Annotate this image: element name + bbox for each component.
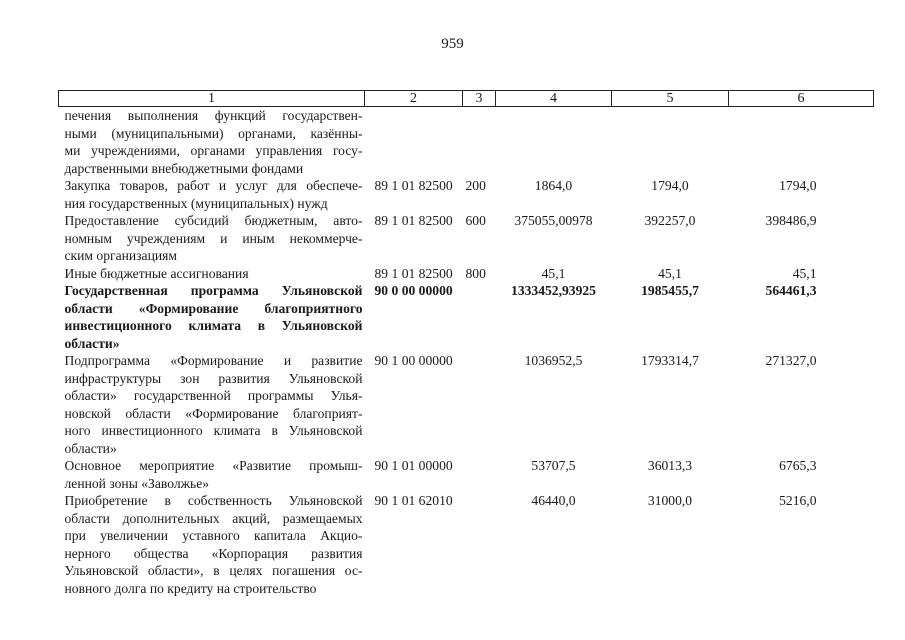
row-value-1: 1333452,93925 (511, 283, 596, 298)
row-vr: 800 (465, 265, 486, 281)
header-row (59, 91, 874, 107)
row-vr: 600 (465, 213, 486, 228)
col-header-3: 3 (463, 91, 496, 107)
row-name (59, 265, 365, 283)
row-name (59, 212, 365, 265)
col-header-2: 2 (365, 91, 463, 107)
row-name-line: номным учреждениям и иным некоммерче- (64, 230, 363, 246)
row-code: 90 1 01 62010 (374, 493, 453, 508)
row-name (59, 492, 365, 597)
row-name-line: ским организациям (64, 248, 177, 263)
row-value-2 (612, 107, 729, 178)
row-value-2: 1794,0 (651, 178, 689, 193)
row-name-line: ния государственных (муниципальных) нужд (64, 195, 328, 211)
table-row (59, 265, 874, 283)
row-name-line: новного долга по кредиту на строительство (64, 580, 317, 596)
table-row (59, 107, 874, 178)
row-vr: 200 (465, 178, 486, 193)
row-name-line: дарственными внебюджетными фондами (64, 160, 304, 176)
row-name-line: Закупка товаров, работ и услуг для обеспече- (64, 178, 363, 193)
row-value-1: 1864,0 (534, 178, 573, 193)
col-header-4: 4 (496, 91, 612, 107)
row-vr (463, 352, 496, 457)
row-value-3: 271327,0 (765, 353, 817, 368)
row-name-line: области» (64, 335, 120, 351)
row-name-line: Основное мероприятие «Развитие промыш- (64, 458, 363, 473)
row-code: 90 1 01 00000 (374, 458, 453, 473)
row-name-line: Подпрограмма «Формирование и развитие (64, 353, 363, 368)
row-value-3: 5216,0 (779, 493, 817, 508)
table-row (59, 457, 874, 492)
row-code (365, 107, 463, 178)
row-value-3: 564461,3 (765, 283, 817, 298)
row-name (59, 282, 365, 352)
table-row (59, 282, 874, 352)
col-header-5: 5 (612, 91, 729, 107)
budget-table (58, 90, 874, 597)
col-header-1: 1 (59, 91, 365, 107)
row-code: 90 0 00 00000 (374, 283, 453, 298)
row-name-line: Предоставление субсидий бюджетным, авто- (64, 213, 363, 228)
row-value-2: 45,1 (658, 265, 682, 281)
row-value-2: 31000,0 (647, 493, 693, 508)
row-code: 89 1 01 82500 (374, 178, 453, 193)
row-value-1: 45,1 (541, 265, 566, 281)
row-name-line: печения выполнения функций государствен- (64, 108, 363, 123)
row-value-1: 1036952,5 (524, 353, 583, 368)
row-value-3: 6765,3 (779, 458, 817, 473)
row-name-line: новской области «Формирование благоприят- (64, 405, 363, 421)
row-vr (463, 107, 496, 178)
row-value-1: 53707,5 (531, 458, 576, 473)
row-code: 89 1 01 82500 (374, 213, 453, 228)
row-value-2: 1793314,7 (641, 353, 699, 368)
row-name-line: Ульяновской области», в целях погашения ос- (64, 563, 363, 578)
row-name-line: ного инвестиционного климата в Ульяновской (64, 423, 363, 438)
row-name (59, 457, 365, 492)
row-name (59, 177, 365, 212)
row-value-3: 1794,0 (779, 178, 817, 193)
table-row (59, 492, 874, 597)
row-value-1: 46440,0 (531, 493, 576, 508)
row-value-3: 45,1 (792, 265, 817, 281)
row-code: 89 1 01 82500 (374, 265, 453, 281)
row-name-line: области «Формирование благоприятного (64, 300, 363, 316)
row-name-line: области дополнительных акций, размещаемых (64, 510, 363, 526)
row-name-line: при увеличении уставного капитала Акцио- (64, 528, 363, 543)
page-number: 959 (441, 36, 464, 52)
row-name (59, 107, 365, 178)
row-code: 90 1 00 00000 (374, 353, 453, 368)
row-vr (463, 492, 496, 597)
row-name-line: Приобретение в собственность Ульяновской (64, 493, 363, 508)
row-name-line: ми учреждениями, органами управления госу- (64, 143, 363, 158)
table-row (59, 212, 874, 265)
table-row (59, 352, 874, 457)
row-value-1 (496, 107, 612, 178)
row-vr (463, 282, 496, 352)
table-row (59, 177, 874, 212)
row-name (59, 352, 365, 457)
row-name-line: Государственная программа Ульяновской (64, 283, 363, 298)
row-name-line: нерного общества «Корпорация развития (64, 545, 363, 561)
row-value-2: 392257,0 (644, 213, 696, 228)
row-value-2: 1985455,7 (641, 283, 699, 298)
row-value-3: 398486,9 (765, 213, 817, 228)
row-name-line: области» государственной программы Улья- (64, 388, 363, 403)
row-value-2: 36013,3 (647, 458, 693, 473)
row-vr (463, 457, 496, 492)
row-name-line: ными (муниципальными) органами, казённы- (64, 125, 363, 141)
row-name-line: области» (64, 440, 117, 456)
row-name-line: инфраструктуры зон развития Ульяновской (64, 370, 363, 386)
row-value-1: 375055,00978 (514, 213, 593, 228)
row-name-line: Иные бюджетные ассигнования (64, 265, 249, 281)
col-header-6: 6 (729, 91, 874, 107)
row-name-line: ленной зоны «Заволжье» (64, 475, 210, 491)
table-body (59, 107, 874, 598)
row-value-3 (729, 107, 874, 178)
row-name-line: инвестиционного климата в Ульяновской (64, 318, 363, 333)
